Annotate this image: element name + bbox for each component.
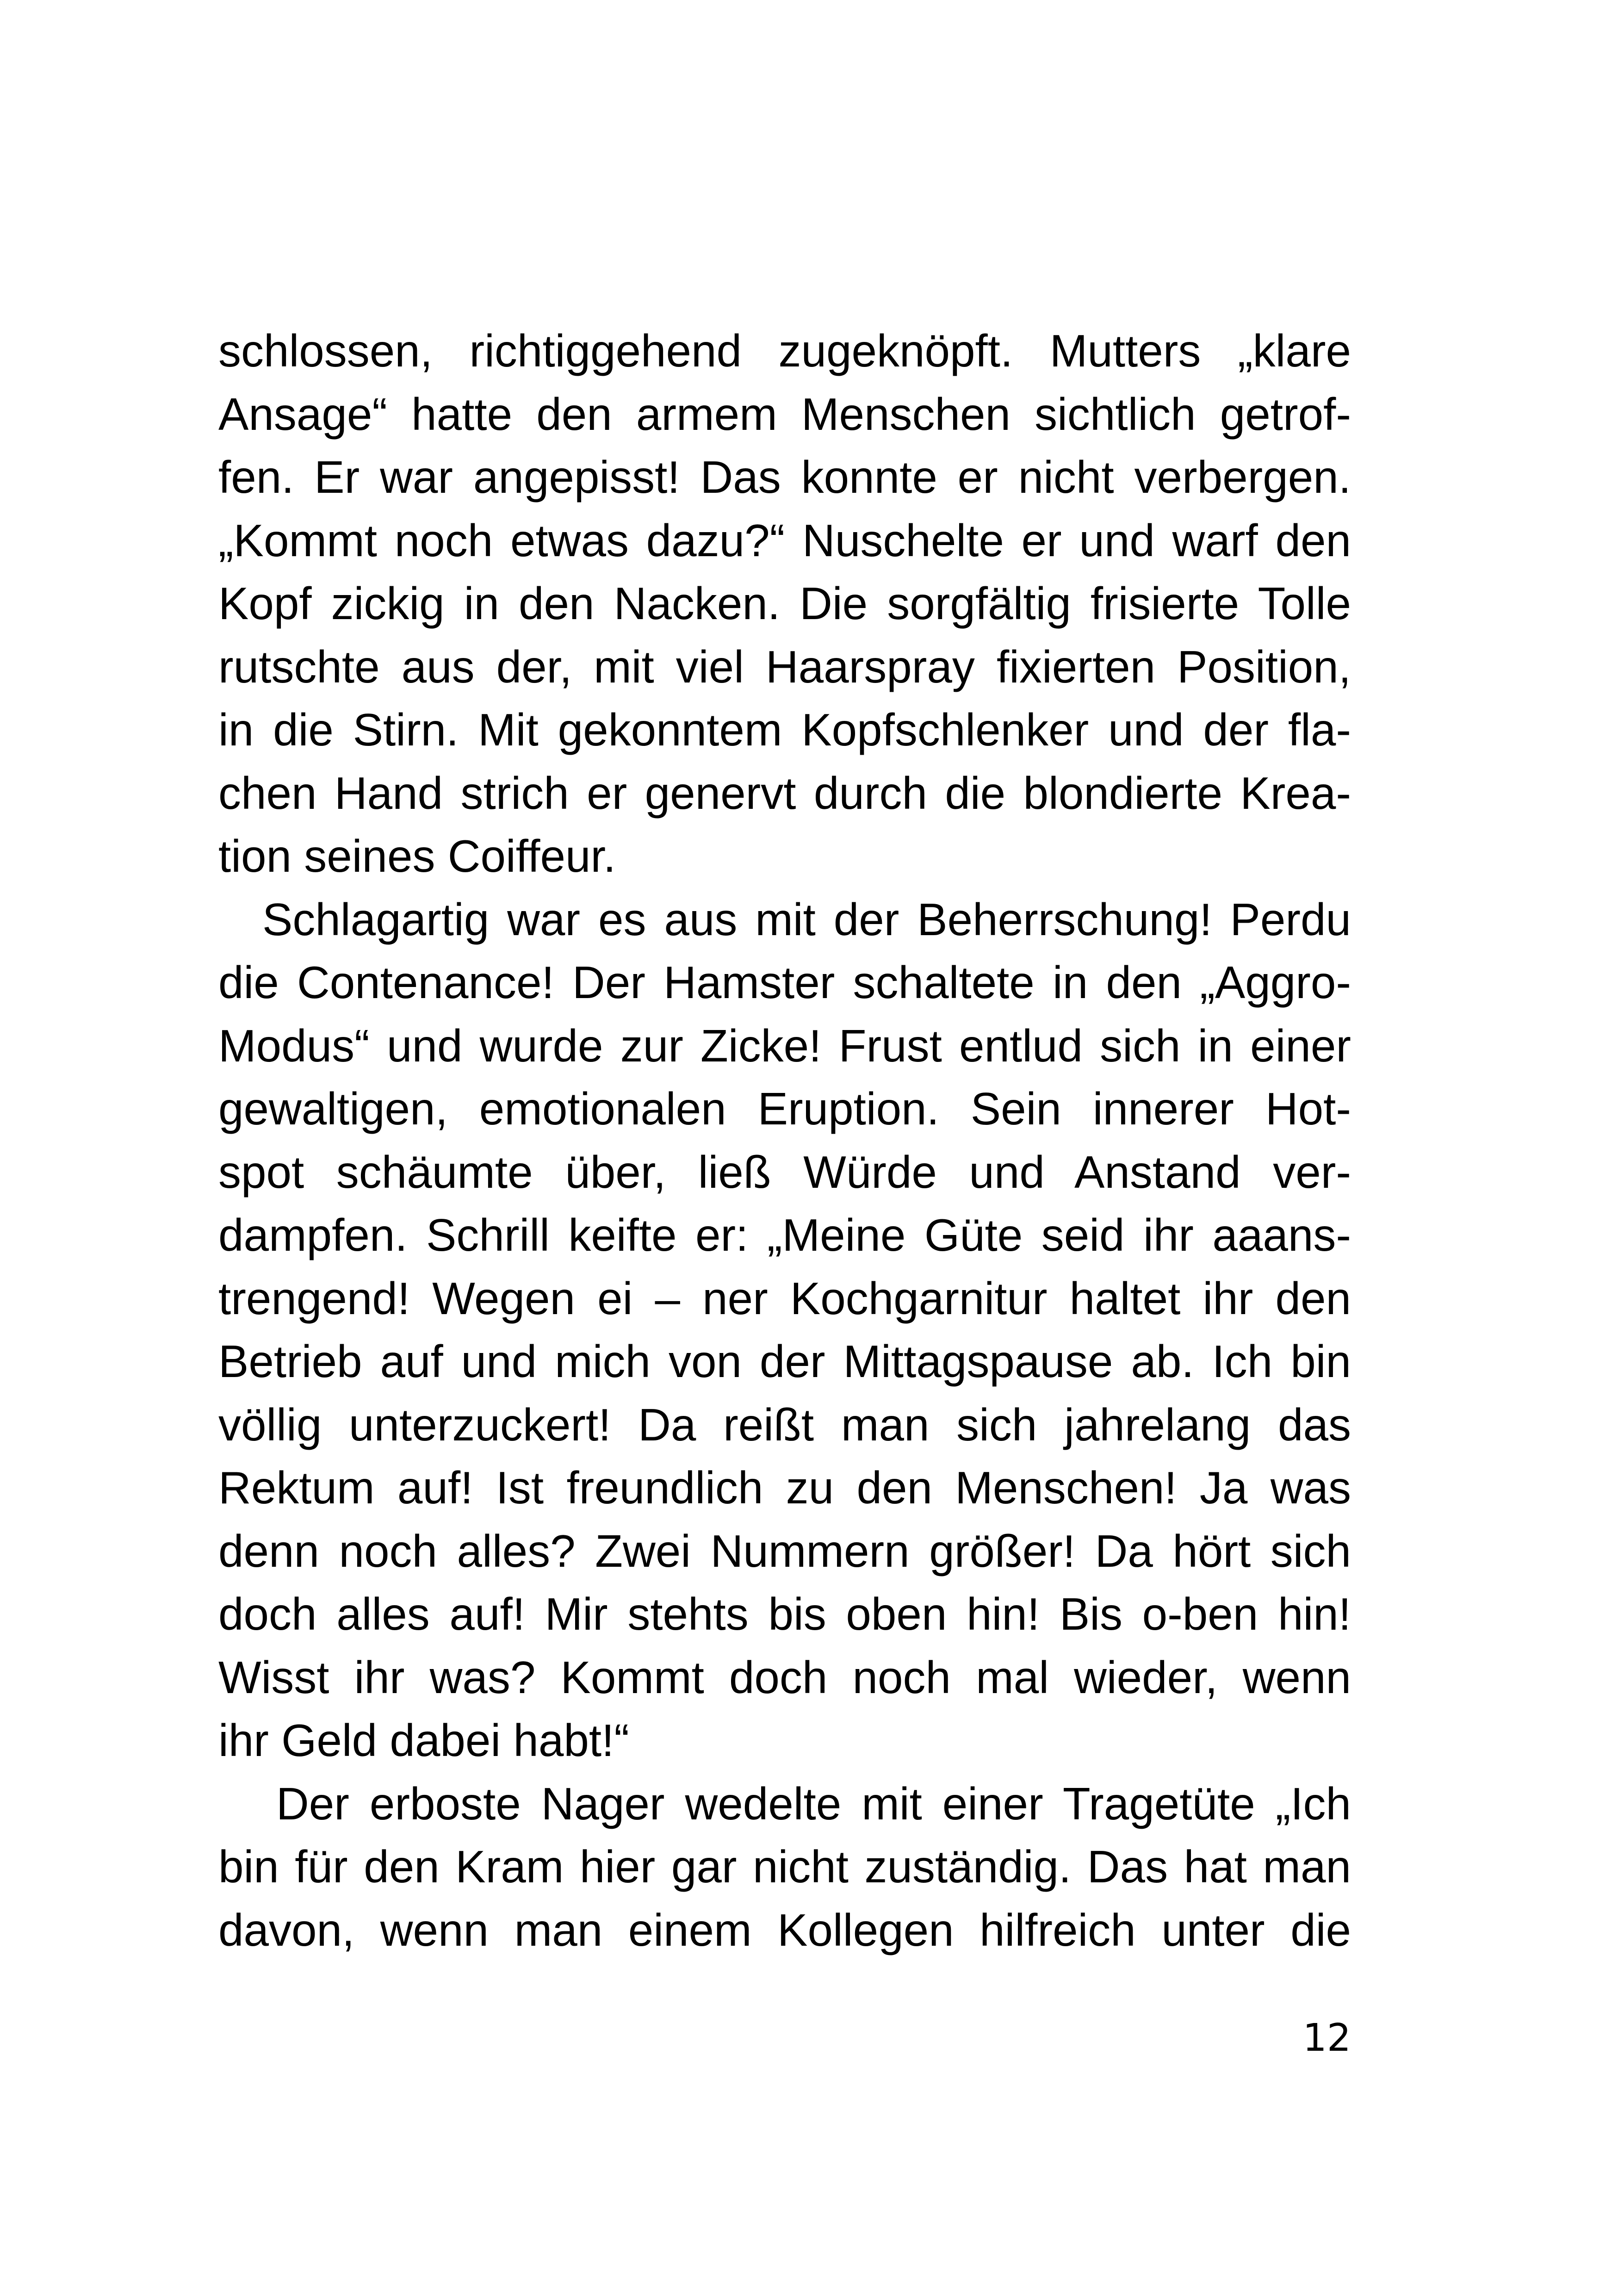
text-line: davon, wenn man einem Kollegen hilfreich unter die — [218, 1904, 1351, 1955]
text-line: Der erboste Nager wedelte mit einer Tragetüte „Ich — [276, 1778, 1351, 1829]
text-line: Wisst ihr was? Kommt doch noch mal wieder, wenn — [218, 1651, 1351, 1703]
text-line: denn noch alles? Zwei Nummern größer! Da hört sich — [218, 1525, 1351, 1576]
text-line: „Kommt noch etwas dazu?“ Nuschelte er und warf den — [218, 515, 1351, 566]
text-line: spot schäumte über, ließ Würde und Anstand ver- — [218, 1146, 1351, 1198]
page-number: 12 — [1302, 2016, 1351, 2060]
text-line: trengend! Wegen ei – ner Kochgarnitur haltet ihr den — [218, 1272, 1351, 1324]
body-text — [218, 319, 1351, 1961]
text-line: Kopf zickig in den Nacken. Die sorgfältig frisierte Tolle — [218, 578, 1351, 629]
text-line: Modus“ und wurde zur Zicke! Frust entlud sich in einer — [218, 1020, 1351, 1071]
text-line: in die Stirn. Mit gekonntem Kopfschlenker und der fla- — [218, 704, 1351, 755]
text-line: Betrieb auf und mich von der Mittagspause ab. Ich bin — [218, 1336, 1351, 1387]
text-line: Rektum auf! Ist freundlich zu den Menschen! Ja was — [218, 1462, 1351, 1513]
text-line: fen. Er war angepisst! Das konnte er nicht verbergen. — [218, 452, 1351, 503]
text-line: bin für den Kram hier gar nicht zuständig. Das hat man — [218, 1841, 1351, 1892]
text-line: gewaltigen, emotionalen Eruption. Sein innerer Hot- — [218, 1083, 1351, 1134]
text-line: ihr Geld dabei habt!“ — [218, 1715, 629, 1766]
text-line: rutschte aus der, mit viel Haarspray fixierten Position, — [218, 641, 1351, 692]
text-line: völlig unterzuckert! Da reißt man sich jahrelang das — [218, 1399, 1351, 1450]
text-line: dampfen. Schrill keifte er: „Meine Güte seid ihr aaans- — [218, 1210, 1351, 1260]
text-line: schlossen, richtiggehend zugeknöpft. Mutters „klare — [218, 325, 1351, 376]
text-line: Schlagartig war es aus mit der Beherrschung! Perdu — [262, 894, 1351, 945]
text-line: doch alles auf! Mir stehts bis oben hin! Bis o-ben hin! — [218, 1589, 1351, 1639]
text-line: die Contenance! Der Hamster schaltete in den „Aggro- — [218, 957, 1351, 1008]
text-line: Ansage“ hatte den armem Menschen sichtlich getrof- — [218, 388, 1351, 440]
text-line: tion seines Coiffeur. — [218, 831, 616, 881]
text-line: chen Hand strich er genervt durch die blondierte Krea- — [218, 767, 1351, 819]
